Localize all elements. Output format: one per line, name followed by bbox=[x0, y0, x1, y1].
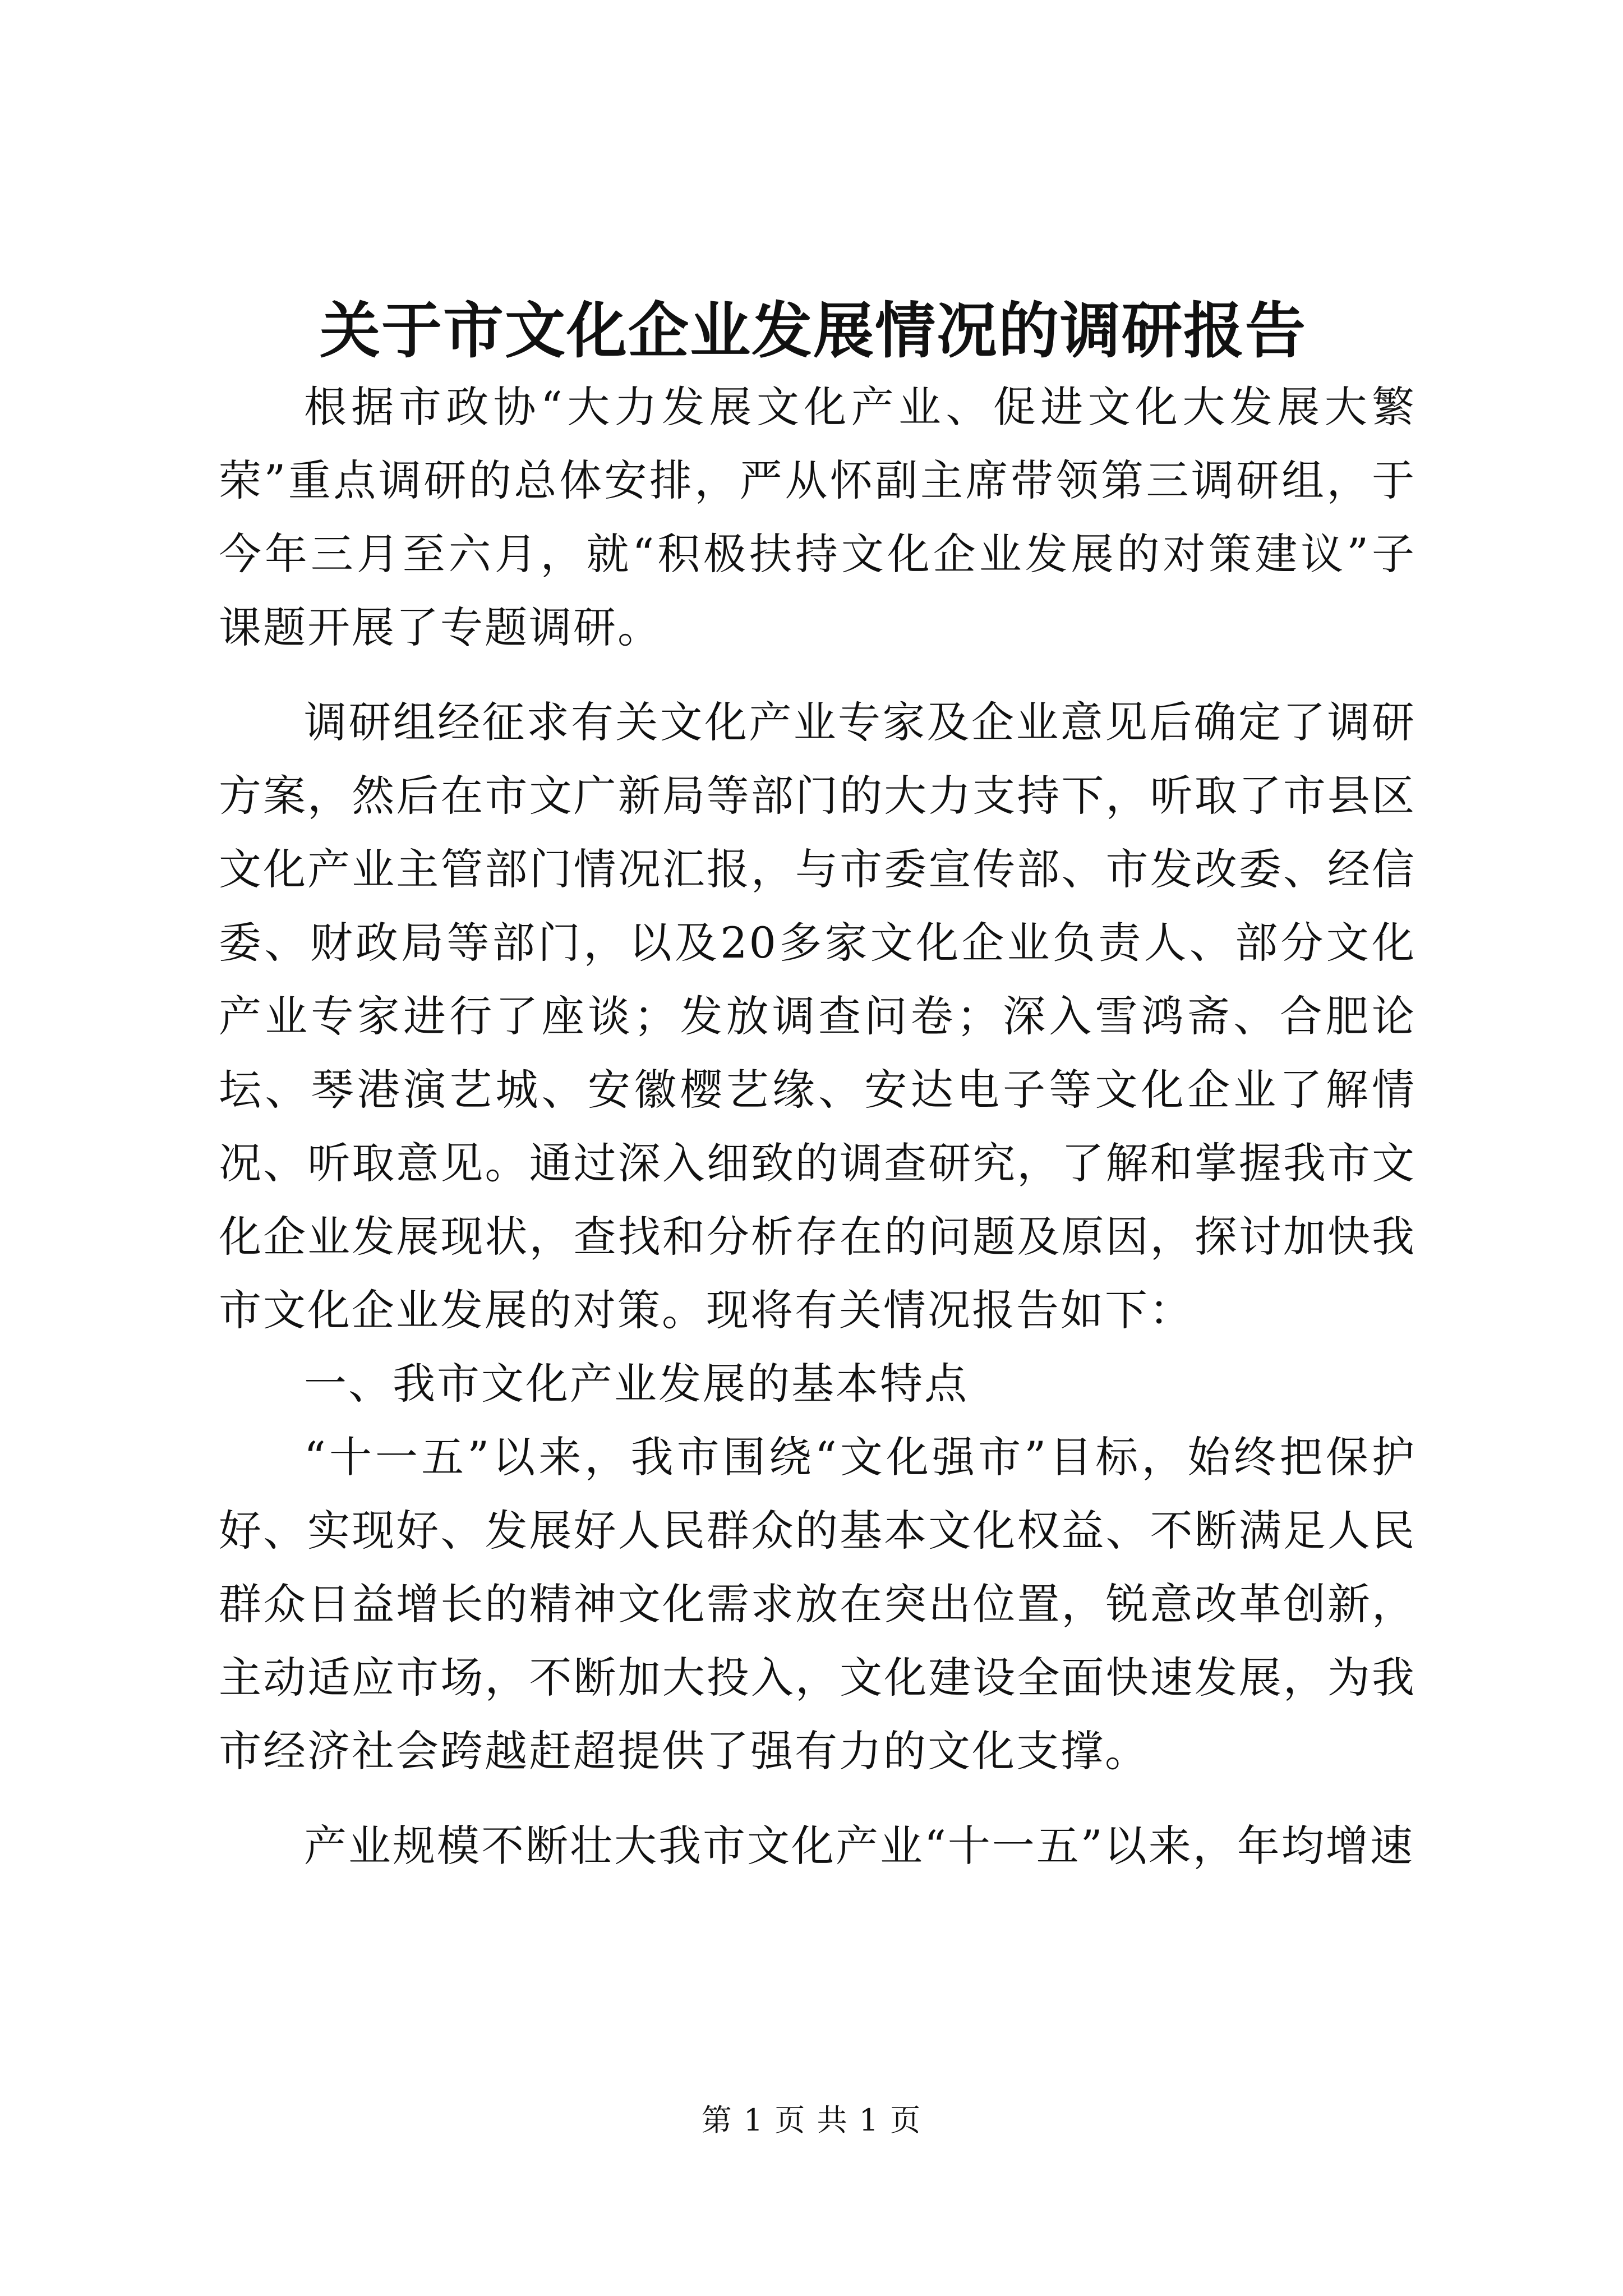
paragraph-intro: 根据市政协“大力发展文化产业、促进文化大发展大繁荣”重点调研的总体安排，严从怀副主席带领第三调研组，于今年三月至六月，就“积极扶持文化企业发展的对策建议”子课题开展了专题调研。 bbox=[219, 382, 1416, 652]
paragraph-method: 调研组经征求有关文化产业专家及企业意见后确定了调研方案，然后在市文广新局等部门的大力支持下，听取了市县区文化产业主管部门情况汇报，与市委宣传部、市发改委、经信委、财政局等部门，以及20多家文化企业负责人、部分文化产业专家进行了座谈；发放调查问卷；深入雪鸿斋、合肥论坛、琴港演艺城、安徽樱艺缘、安达电子等文化企业了解情况、听取意见。通过深入细致的调查研究，了解和掌握我市文化企业发展现状，查找和分析存在的问题及原因，探讨加快我市文化企业发展的对策。现将有关情况报告如下： bbox=[219, 697, 1416, 1335]
document-title: 关于市文化企业发展情况的调研报告 bbox=[319, 296, 1307, 366]
paragraph-scale: 产业规模不断壮大我市文化产业“十一五”以来，年均增速 bbox=[304, 1821, 1414, 1871]
document-body bbox=[219, 370, 1416, 1883]
paragraph-overview: “十一五”以来，我市围绕“文化强市”目标，始终把保护好、实现好、发展好人民群众的基本文化权益、不断满足人民群众日益增长的精神文化需求放在突出位置，锐意改革创新，主动适应市场，不断加大投入，文化建设全面快速发展，为我市经济社会跨越赶超提供了强有力的文化支撑。 bbox=[219, 1432, 1416, 1776]
section-heading: 一、我市文化产业发展的基本特点 bbox=[304, 1359, 969, 1409]
page-footer: 第 1 页 共 1 页 bbox=[701, 2102, 922, 2138]
